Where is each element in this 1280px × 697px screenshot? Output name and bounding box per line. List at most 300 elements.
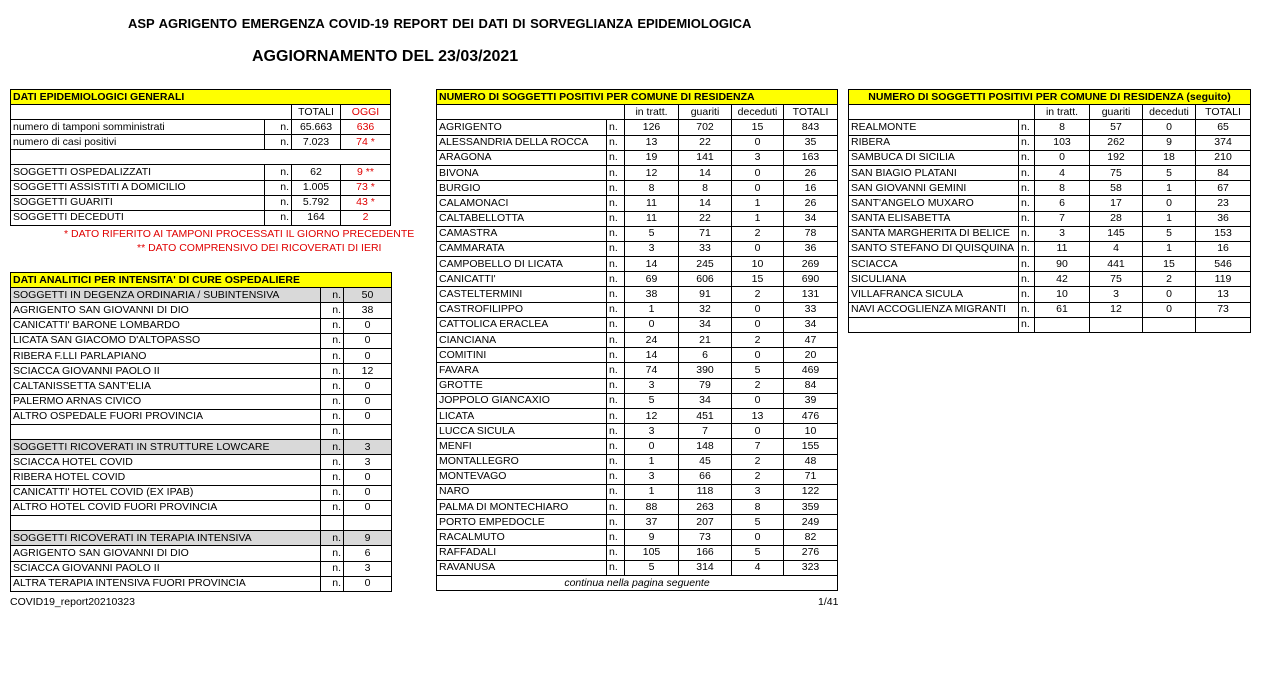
comune-in-trattamento: 0 <box>1035 150 1090 165</box>
comune-deceduti: 0 <box>1143 302 1196 317</box>
comune-in-trattamento: 10 <box>1035 287 1090 302</box>
comune-name: LUCCA SICULA <box>437 424 607 439</box>
comune-row <box>437 393 838 408</box>
comune-name: AGRIGENTO <box>437 120 607 135</box>
hospital-row-label: SOGGETTI RICOVERATI IN TERAPIA INTENSIVA <box>11 531 321 546</box>
comune-row <box>849 226 1251 241</box>
comune-in-trattamento: 38 <box>625 287 679 302</box>
hospital-row-label: AGRIGENTO SAN GIOVANNI DI DIO <box>11 546 321 561</box>
comune-deceduti: 2 <box>732 454 784 469</box>
general-row-totali: 62 <box>292 165 341 180</box>
comune-deceduti: 1 <box>1143 241 1196 256</box>
hospital-row-value: 3 <box>344 561 392 576</box>
comune-row <box>849 317 1251 332</box>
comune-in-trattamento: 12 <box>625 408 679 423</box>
comune-deceduti: 5 <box>1143 165 1196 180</box>
general-row-n: n. <box>265 210 292 225</box>
comune-in-trattamento: 14 <box>625 257 679 272</box>
comune-row <box>437 469 838 484</box>
hospital-row <box>11 394 392 409</box>
comune-row <box>849 165 1251 180</box>
hospital-row-n: n. <box>321 546 344 561</box>
comune-in-trattamento: 0 <box>625 317 679 332</box>
comune-totali: 476 <box>784 408 838 423</box>
comune-in-trattamento: 11 <box>1035 241 1090 256</box>
comune-in-trattamento: 0 <box>625 439 679 454</box>
comune-n: n. <box>607 241 625 256</box>
hospital-row <box>11 455 392 470</box>
general-row-label: SOGGETTI DECEDUTI <box>11 210 265 225</box>
comune-deceduti: 0 <box>732 424 784 439</box>
comune-guariti: 14 <box>679 196 732 211</box>
comuni-continued-table <box>848 89 1251 333</box>
comune-in-trattamento: 1 <box>625 454 679 469</box>
general-row-label: SOGGETTI GUARITI <box>11 195 265 210</box>
comune-row <box>437 545 838 560</box>
comune-deceduti: 2 <box>1143 272 1196 287</box>
hospital-row-value <box>344 516 392 531</box>
general-row <box>11 150 391 165</box>
continua-note: continua nella pagina seguente <box>437 576 838 591</box>
general-row-oggi: 9 ** <box>341 165 391 180</box>
comune-row <box>437 363 838 378</box>
comune-guariti: 207 <box>679 515 732 530</box>
comune-deceduti: 1 <box>732 196 784 211</box>
comune-totali: 33 <box>784 302 838 317</box>
comune-totali: 73 <box>1196 302 1251 317</box>
comune-name: LICATA <box>437 408 607 423</box>
general-row-label: numero di tamponi somministrati <box>11 120 265 135</box>
column-header: in tratt. <box>1035 105 1090 120</box>
comune-guariti: 141 <box>679 150 732 165</box>
comune-totali: 23 <box>1196 196 1251 211</box>
comune-in-trattamento: 61 <box>1035 302 1090 317</box>
comune-in-trattamento: 24 <box>625 333 679 348</box>
column-header: in tratt. <box>625 105 679 120</box>
comune-deceduti: 0 <box>1143 287 1196 302</box>
comune-row <box>437 181 838 196</box>
comune-totali: 65 <box>1196 120 1251 135</box>
comune-row <box>437 500 838 515</box>
comune-deceduti: 13 <box>732 408 784 423</box>
comune-guariti: 166 <box>679 545 732 560</box>
comune-name: CIANCIANA <box>437 333 607 348</box>
comune-name: CANICATTI' <box>437 272 607 287</box>
hospital-row-label: SCIACCA GIOVANNI PAOLO II <box>11 364 321 379</box>
comune-in-trattamento: 3 <box>1035 226 1090 241</box>
general-row <box>11 180 391 195</box>
comune-n: n. <box>1019 226 1035 241</box>
hospital-row <box>11 348 392 363</box>
comune-name: NAVI ACCOGLIENZA MIGRANTI <box>849 302 1019 317</box>
comune-row <box>437 408 838 423</box>
comune-totali: 26 <box>784 196 838 211</box>
comune-name: CALTABELLOTTA <box>437 211 607 226</box>
comune-guariti <box>1090 317 1143 332</box>
hospital-row-label: RIBERA F.LLI PARLAPIANO <box>11 348 321 363</box>
comune-deceduti: 1 <box>1143 181 1196 196</box>
hospital-row-value: 0 <box>344 485 392 500</box>
hospital-row-value: 0 <box>344 379 392 394</box>
hospital-row <box>11 379 392 394</box>
general-row-n: n. <box>265 195 292 210</box>
comune-totali: 16 <box>784 181 838 196</box>
general-spacer <box>11 150 391 165</box>
hospital-row-n: n. <box>321 348 344 363</box>
comune-guariti: 79 <box>679 378 732 393</box>
hospital-row <box>11 485 392 500</box>
comune-totali: 131 <box>784 287 838 302</box>
comuni-continued-title: NUMERO DI SOGGETTI POSITIVI PER COMUNE DI RESIDENZA (seguito) <box>849 90 1251 105</box>
comune-totali: 78 <box>784 226 838 241</box>
comune-deceduti: 18 <box>1143 150 1196 165</box>
hospital-row-value: 0 <box>344 333 392 348</box>
comune-in-trattamento: 5 <box>625 560 679 575</box>
comune-deceduti: 5 <box>1143 226 1196 241</box>
comune-in-trattamento: 11 <box>625 196 679 211</box>
hospital-row-label: CANICATTI' HOTEL COVID (EX IPAB) <box>11 485 321 500</box>
comune-totali: 843 <box>784 120 838 135</box>
hospital-row-n: n. <box>321 485 344 500</box>
hospital-row-value: 3 <box>344 440 392 455</box>
comune-row <box>437 484 838 499</box>
column-header: TOTALI <box>1196 105 1251 120</box>
comune-deceduti: 5 <box>732 363 784 378</box>
comune-in-trattamento: 126 <box>625 120 679 135</box>
note-ricoverati: ** DATO COMPRENSIVO DEI RICOVERATI DI IERI <box>137 242 382 254</box>
general-row-totali: 7.023 <box>292 135 341 150</box>
comune-deceduti: 2 <box>732 333 784 348</box>
comune-n: n. <box>607 135 625 150</box>
comune-deceduti: 2 <box>732 287 784 302</box>
hospital-row-n: n. <box>321 364 344 379</box>
hospital-row <box>11 364 392 379</box>
comune-totali: 153 <box>1196 226 1251 241</box>
comune-guariti: 3 <box>1090 287 1143 302</box>
comune-name: MONTEVAGO <box>437 469 607 484</box>
general-row-n: n. <box>265 165 292 180</box>
hospital-row-label: CANICATTI' BARONE LOMBARDO <box>11 318 321 333</box>
comune-name <box>849 317 1019 332</box>
comune-totali: 276 <box>784 545 838 560</box>
comune-deceduti <box>1143 317 1196 332</box>
comune-guariti: 262 <box>1090 135 1143 150</box>
hospital-row-value: 9 <box>344 531 392 546</box>
comune-in-trattamento: 69 <box>625 272 679 287</box>
comune-deceduti: 2 <box>732 226 784 241</box>
column-header: guariti <box>1090 105 1143 120</box>
comune-name: SAN BIAGIO PLATANI <box>849 165 1019 180</box>
comune-totali: 119 <box>1196 272 1251 287</box>
comune-totali: 359 <box>784 500 838 515</box>
comune-name: SANTA MARGHERITA DI BELICE <box>849 226 1019 241</box>
comune-guariti: 58 <box>1090 181 1143 196</box>
comune-n: n. <box>607 439 625 454</box>
comune-deceduti: 0 <box>732 317 784 332</box>
comune-row <box>437 530 838 545</box>
comune-guariti: 73 <box>679 530 732 545</box>
comuni-title: NUMERO DI SOGGETTI POSITIVI PER COMUNE DI RESIDENZA <box>437 90 838 105</box>
general-row-totali: 164 <box>292 210 341 225</box>
comune-name: SANTO STEFANO DI QUISQUINA <box>849 241 1019 256</box>
comune-row <box>437 317 838 332</box>
comune-n: n. <box>1019 165 1035 180</box>
comune-deceduti: 0 <box>732 348 784 363</box>
comune-totali: 13 <box>1196 287 1251 302</box>
hospital-row-value: 12 <box>344 364 392 379</box>
comune-deceduti: 3 <box>732 150 784 165</box>
hospital-row-label: ALTRO OSPEDALE FUORI PROVINCIA <box>11 409 321 424</box>
comune-deceduti: 0 <box>732 135 784 150</box>
general-row <box>11 195 391 210</box>
comune-n: n. <box>1019 211 1035 226</box>
comune-n: n. <box>607 272 625 287</box>
comune-row <box>437 150 838 165</box>
comune-n: n. <box>1019 241 1035 256</box>
comune-name: REALMONTE <box>849 120 1019 135</box>
comune-deceduti: 15 <box>732 272 784 287</box>
comune-n: n. <box>607 378 625 393</box>
comune-totali: 122 <box>784 484 838 499</box>
page-number: 1/41 <box>818 596 839 608</box>
comune-name: CAMPOBELLO DI LICATA <box>437 257 607 272</box>
comune-guariti: 14 <box>679 165 732 180</box>
comune-row <box>849 120 1251 135</box>
hospital-row-n: n. <box>321 303 344 318</box>
hospital-row-n: n. <box>321 409 344 424</box>
comune-deceduti: 5 <box>732 515 784 530</box>
comune-in-trattamento: 5 <box>625 393 679 408</box>
hospital-row-n: n. <box>321 379 344 394</box>
comune-totali: 67 <box>1196 181 1251 196</box>
general-row-totali: 65.663 <box>292 120 341 135</box>
comune-totali: 36 <box>1196 211 1251 226</box>
comune-row <box>437 241 838 256</box>
comune-n: n. <box>607 211 625 226</box>
comune-row <box>437 135 838 150</box>
comune-deceduti: 0 <box>1143 196 1196 211</box>
comune-totali: 82 <box>784 530 838 545</box>
comune-row <box>437 439 838 454</box>
comune-n: n. <box>1019 120 1035 135</box>
hospital-row-label: PALERMO ARNAS CIVICO <box>11 394 321 409</box>
hospital-row-value <box>344 424 392 439</box>
general-row-n: n. <box>265 180 292 195</box>
comune-n: n. <box>607 484 625 499</box>
comune-name: BIVONA <box>437 165 607 180</box>
comune-row <box>849 257 1251 272</box>
comune-in-trattamento: 74 <box>625 363 679 378</box>
col-totali: TOTALI <box>292 105 341 120</box>
comune-name: CALAMONACI <box>437 196 607 211</box>
hospital-row <box>11 424 392 439</box>
comune-totali: 36 <box>784 241 838 256</box>
hospital-row <box>11 561 392 576</box>
comune-deceduti: 8 <box>732 500 784 515</box>
comune-name: SCIACCA <box>849 257 1019 272</box>
hospital-row-label: SOGGETTI RICOVERATI IN STRUTTURE LOWCARE <box>11 440 321 455</box>
comune-totali: 155 <box>784 439 838 454</box>
comune-guariti: 4 <box>1090 241 1143 256</box>
comune-row <box>849 302 1251 317</box>
comune-n: n. <box>607 317 625 332</box>
comune-row <box>849 135 1251 150</box>
comune-deceduti: 1 <box>732 211 784 226</box>
comune-guariti: 45 <box>679 454 732 469</box>
hospital-row-value: 0 <box>344 470 392 485</box>
comune-in-trattamento: 13 <box>625 135 679 150</box>
comune-deceduti: 0 <box>732 241 784 256</box>
hospital-row-label: LICATA SAN GIACOMO D'ALTOPASSO <box>11 333 321 348</box>
comune-totali: 71 <box>784 469 838 484</box>
comune-name: FAVARA <box>437 363 607 378</box>
comune-in-trattamento: 6 <box>1035 196 1090 211</box>
comune-name: SAN GIOVANNI GEMINI <box>849 181 1019 196</box>
hospital-row <box>11 470 392 485</box>
comune-deceduti: 15 <box>1143 257 1196 272</box>
hospital-row <box>11 500 392 515</box>
comune-guariti: 32 <box>679 302 732 317</box>
comune-in-trattamento: 8 <box>1035 120 1090 135</box>
hospital-row-label: ALTRO HOTEL COVID FUORI PROVINCIA <box>11 500 321 515</box>
hospital-row-n: n. <box>321 561 344 576</box>
comune-in-trattamento: 19 <box>625 150 679 165</box>
comune-name: SANT'ANGELO MUXARO <box>849 196 1019 211</box>
comune-n: n. <box>607 408 625 423</box>
comune-row <box>437 378 838 393</box>
comune-row <box>849 241 1251 256</box>
hospital-row-label: ALTRA TERAPIA INTENSIVA FUORI PROVINCIA <box>11 576 321 591</box>
comune-deceduti: 0 <box>732 302 784 317</box>
comune-n: n. <box>607 545 625 560</box>
comune-n: n. <box>607 181 625 196</box>
hospital-row <box>11 546 392 561</box>
comune-in-trattamento: 3 <box>625 378 679 393</box>
comune-name: RACALMUTO <box>437 530 607 545</box>
comune-deceduti: 2 <box>732 378 784 393</box>
hospital-row <box>11 303 392 318</box>
hospital-row-n: n. <box>321 500 344 515</box>
comune-n: n. <box>1019 257 1035 272</box>
comune-row <box>437 165 838 180</box>
comune-n: n. <box>607 333 625 348</box>
comune-guariti: 34 <box>679 317 732 332</box>
comune-name: NARO <box>437 484 607 499</box>
hospital-row <box>11 333 392 348</box>
comune-n: n. <box>1019 181 1035 196</box>
comune-n: n. <box>607 454 625 469</box>
comune-guariti: 441 <box>1090 257 1143 272</box>
comune-guariti: 22 <box>679 211 732 226</box>
comune-guariti: 22 <box>679 135 732 150</box>
hospital-row-value: 0 <box>344 500 392 515</box>
comune-deceduti: 5 <box>732 545 784 560</box>
hospital-row-value: 0 <box>344 348 392 363</box>
comune-in-trattamento: 12 <box>625 165 679 180</box>
comune-totali <box>1196 317 1251 332</box>
comune-in-trattamento: 8 <box>625 181 679 196</box>
comune-name: CASTELTERMINI <box>437 287 607 302</box>
comune-totali: 48 <box>784 454 838 469</box>
comune-in-trattamento: 7 <box>1035 211 1090 226</box>
comune-in-trattamento: 5 <box>625 226 679 241</box>
comune-totali: 546 <box>1196 257 1251 272</box>
hospital-row-label: SCIACCA GIOVANNI PAOLO II <box>11 561 321 576</box>
comune-in-trattamento: 3 <box>625 424 679 439</box>
comune-totali: 269 <box>784 257 838 272</box>
comune-totali: 374 <box>1196 135 1251 150</box>
comune-guariti: 118 <box>679 484 732 499</box>
comune-row <box>437 196 838 211</box>
comune-totali: 16 <box>1196 241 1251 256</box>
hospital-row <box>11 531 392 546</box>
hospital-row-label <box>11 424 321 439</box>
comune-guariti: 702 <box>679 120 732 135</box>
comune-row <box>437 287 838 302</box>
comune-totali: 84 <box>1196 165 1251 180</box>
general-row-oggi: 43 * <box>341 195 391 210</box>
hospital-row-label: CALTANISSETTA SANT'ELIA <box>11 379 321 394</box>
comune-row <box>849 150 1251 165</box>
hospital-row-label: RIBERA HOTEL COVID <box>11 470 321 485</box>
comune-row <box>437 226 838 241</box>
comune-guariti: 145 <box>1090 226 1143 241</box>
comune-n: n. <box>1019 135 1035 150</box>
comune-guariti: 8 <box>679 181 732 196</box>
comune-name: CAMASTRA <box>437 226 607 241</box>
comune-totali: 34 <box>784 317 838 332</box>
comune-in-trattamento: 42 <box>1035 272 1090 287</box>
general-row-totali: 5.792 <box>292 195 341 210</box>
comune-guariti: 28 <box>1090 211 1143 226</box>
comune-name: RAFFADALI <box>437 545 607 560</box>
update-date-title: AGGIORNAMENTO DEL 23/03/2021 <box>252 48 519 65</box>
comune-n: n. <box>607 287 625 302</box>
comune-name: CATTOLICA ERACLEA <box>437 317 607 332</box>
hospital-row <box>11 288 392 303</box>
note-tamponi: * DATO RIFERITO AI TAMPONI PROCESSATI IL GIORNO PRECEDENTE <box>64 228 415 240</box>
comune-totali: 39 <box>784 393 838 408</box>
general-row-label: SOGGETTI OSPEDALIZZATI <box>11 165 265 180</box>
comune-name: PALMA DI MONTECHIARO <box>437 500 607 515</box>
general-row <box>11 210 391 225</box>
hospital-row-n: n. <box>321 576 344 591</box>
hospital-row <box>11 576 392 591</box>
hospital-row-n: n. <box>321 455 344 470</box>
column-header: TOTALI <box>784 105 838 120</box>
comuni-table <box>436 89 838 591</box>
comune-n: n. <box>607 560 625 575</box>
comune-deceduti: 1 <box>1143 211 1196 226</box>
comune-n: n. <box>607 500 625 515</box>
comune-guariti: 17 <box>1090 196 1143 211</box>
comune-totali: 20 <box>784 348 838 363</box>
general-data-title: DATI EPIDEMIOLOGICI GENERALI <box>11 90 391 105</box>
comune-guariti: 6 <box>679 348 732 363</box>
hospital-row-n: n. <box>321 470 344 485</box>
general-row-label: SOGGETTI ASSISTITI A DOMICILIO <box>11 180 265 195</box>
hospital-row-label: SCIACCA HOTEL COVID <box>11 455 321 470</box>
hospital-row <box>11 409 392 424</box>
general-row <box>11 165 391 180</box>
hospital-row-n: n. <box>321 531 344 546</box>
comune-guariti: 71 <box>679 226 732 241</box>
comune-name: CAMMARATA <box>437 241 607 256</box>
comune-deceduti: 0 <box>732 181 784 196</box>
general-row-oggi: 73 * <box>341 180 391 195</box>
comune-n: n. <box>607 196 625 211</box>
comune-in-trattamento: 14 <box>625 348 679 363</box>
